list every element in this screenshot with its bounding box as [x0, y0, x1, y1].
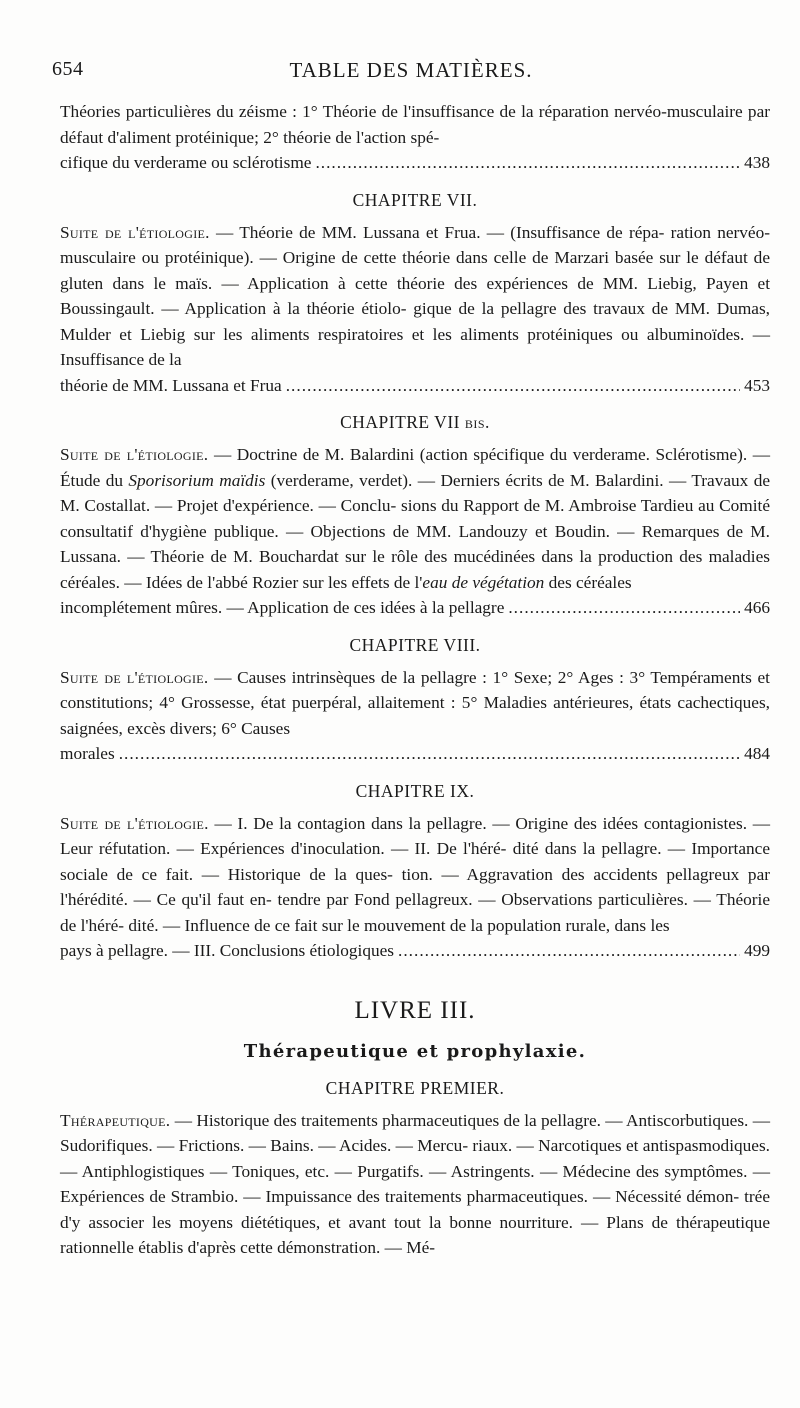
- toc-entry-ch7: [60, 220, 770, 373]
- toc-entry-last-line: morales: [60, 744, 115, 763]
- toc-entry-last-line: incomplétement mûres. — Application de ces idées à la pellagre: [60, 598, 505, 617]
- toc-entry-last-line: théorie de MM. Lussana et Frua: [60, 375, 282, 395]
- toc-entry-last-line: pays à pellagre. — III. Conclusions étiologiques: [60, 941, 395, 960]
- toc-entry-text: — Théorie de MM. Lussana et Frua. — (Insuffisance de répa- ration nervéo-musculaire ou protéinique). — Origine de cette théorie dans celle de Marzari basée sur le défaut de gluten dans le maïs. — Application à cette théorie des expériences de MM. Liebig, Payen et Boussingault. — Application à la théorie étiolo- gique de la pellagre des travaux de MM. Dumas, Mulder et Liebig sur les aliments respiratoires et les aliments protéiniques ou albuminoïdes. — Insuffisance de la: [60, 222, 770, 369]
- toc-entry-text: — I. De la contagion dans la pellagre. — Origine des idées contagionistes. — Leur réfutation. — Expériences d'inoculation. — II. De l'héré- dité dans la pellagre. — Importance sociale de ce fait. — Historique de la ques- tion. — Aggravation des accidents pellagreux par l'hérédité. — Ce qu'il faut en- tendre par Fond pellagreux. — Observations particulières. — Théorie de l'héré- dité. — Influence de ce fait sur le mouvement de la population rurale, dans les: [60, 813, 771, 935]
- chapter-heading: [60, 410, 770, 434]
- toc-entry-italic: Sporisorium maïdis: [128, 470, 266, 490]
- table-of-contents: [60, 99, 770, 1261]
- chapter-heading: CHAPITRE VIII.: [349, 634, 481, 655]
- leader-dots: [398, 938, 740, 964]
- toc-entry-italic: eau de végétation: [422, 572, 545, 592]
- leader-dots: [508, 595, 740, 621]
- toc-entry-ch9: [60, 811, 770, 939]
- toc-entry-text: — Historique des traitements pharmaceutiques de la pellagre. — Antiscorbutiques. — Sudorifiques. — Frictions. — Bains. — Acides. — Mercu- riaux. — Narcotiques et antispasmodiques. — Antiphlogistiques — Toniques, etc. — Purgatifs. — Astringents. — Médecine des symptômes. — Expériences de Strambio. — Impuissance des traitements pharmaceutiques. — Nécessité démon- trée d'y associer les moyens diététiques, et avant tout la bonne nourriture. — Plans de thérapeutique rationnelle établis d'après cette démonstration. — Mé-: [60, 1110, 770, 1257]
- section-lead: Suite de l'étiologie.: [60, 813, 209, 833]
- toc-entry-text: (verderame, verdet). — Derniers écrits de M. Balardini. — Travaux de M. Costallat. — Projet d'expérience. — Conclu- sions du Rapport de M. Ambroise Tardieu au Comité consultatif d'hygiène publique. — Objections de MM. Landouzy et Boudin. — Remarques de M. Lussana. — Théorie de M. Bouchardat sur le rôle des mucédinées dans la production des maladies céréales. — Idées de l'abbé Rozier sur les effets de l': [60, 470, 771, 592]
- running-title: TABLE DES MATIÈRES.: [289, 58, 533, 82]
- toc-page-number: 438: [744, 153, 770, 172]
- toc-leader-line: [60, 150, 770, 176]
- toc-entry-text: Théories particulières du zéisme : 1° Théorie de l'insuffisance de la réparation nervéo-musculaire par défaut d'aliment protéinique; 2° théorie de l'action spé-: [60, 102, 770, 147]
- toc-entry-text: des céréales: [544, 572, 632, 592]
- toc-entry-text: — Doctrine de M. Balardini (action spécifique du verderame. Sclérotisme). — Étude du: [60, 445, 770, 490]
- toc-page-number: 499: [744, 941, 770, 960]
- chapter-heading: CHAPITRE VII.: [352, 189, 478, 210]
- toc-entry-ch7bis: [60, 442, 770, 595]
- section-lead: Suite de l'étiologie.: [60, 667, 209, 687]
- toc-leader-line: [60, 938, 770, 964]
- toc-leader-line: [60, 741, 770, 767]
- chapter-heading-suffix: bis.: [464, 412, 490, 432]
- section-lead: Suite de l'étiologie.: [60, 222, 210, 242]
- toc-page-number: 484: [744, 744, 770, 763]
- toc-entry-last-line: cifique du verderame ou sclérotisme: [60, 153, 312, 172]
- toc-page-number: 453: [744, 375, 770, 395]
- toc-entry-text: — Causes intrinsèques de la pellagre : 1° Sexe; 2° Ages : 3° Tempéraments et constitutions; 4° Grossesse, état puerpéral, allaitement : 5° Maladies antérieures, états cachectiques, saignées, excès divers; 6° Causes: [60, 667, 770, 738]
- page-number: 654: [52, 58, 84, 80]
- chapter-heading: CHAPITRE PREMIER.: [325, 1077, 505, 1098]
- leader-dots: [315, 150, 740, 176]
- toc-leader-line: [60, 373, 770, 399]
- section-lead: Thérapeutique.: [60, 1110, 171, 1130]
- chapter-heading-text: CHAPITRE VII: [340, 412, 460, 432]
- toc-leader-line: [60, 595, 770, 621]
- running-head: [52, 58, 770, 86]
- leader-dots: [286, 373, 740, 399]
- book-heading: LIVRE III.: [354, 996, 476, 1024]
- section-lead: Suite de l'étiologie.: [60, 445, 209, 464]
- toc-entry-ch1: [60, 1108, 770, 1261]
- book-subtitle: Thérapeutique et prophylaxie.: [243, 1040, 587, 1062]
- leader-dots: [119, 741, 740, 767]
- toc-page-number: 466: [744, 598, 770, 617]
- chapter-heading: CHAPITRE IX.: [355, 780, 475, 801]
- toc-entry-theories: [60, 99, 770, 150]
- toc-entry-ch8: [60, 665, 770, 742]
